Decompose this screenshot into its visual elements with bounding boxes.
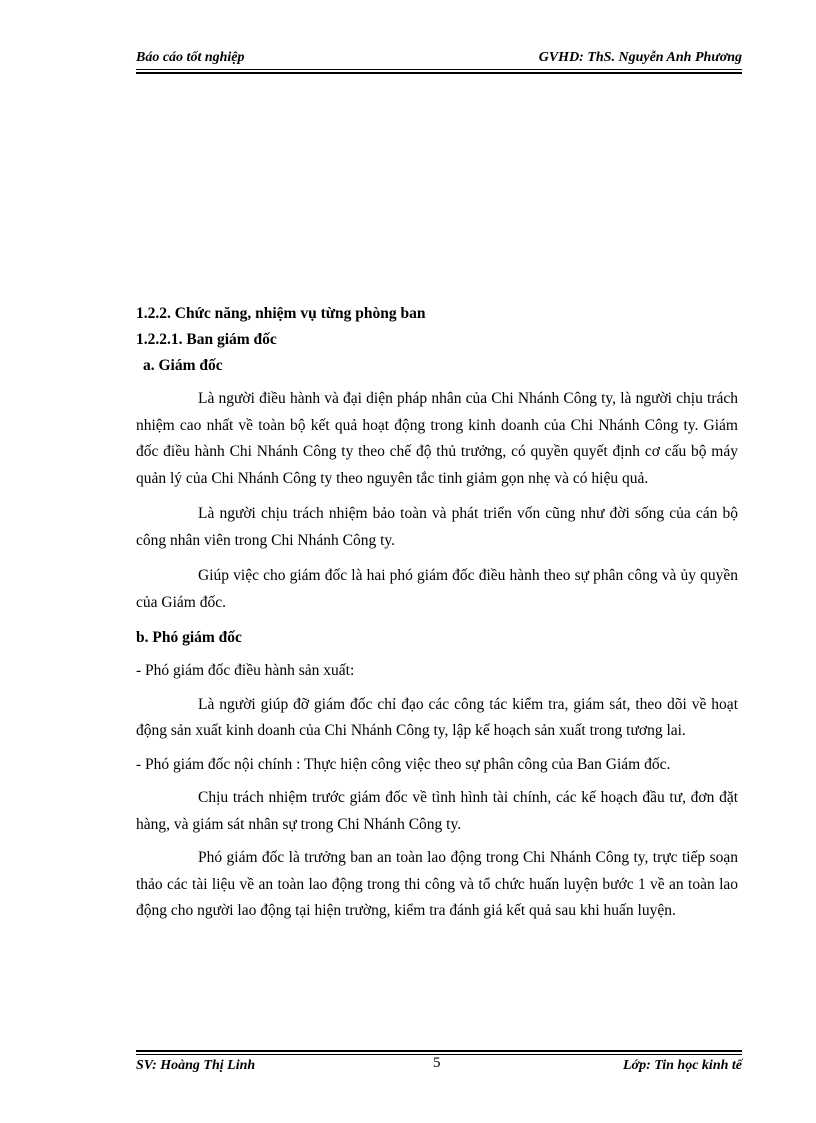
paragraph-1: Là người điều hành và đại diện pháp nhân của Chi Nhánh Công ty, là người chịu trách nhiệm cao nhất về toàn bộ kết quả hoạt động trong kinh doanh của Chi Nhánh Công ty. Giám đốc điều hành Chi Nhánh Công ty theo chế độ thủ trưởng, có quyền quyết định cơ cấu bộ máy quản lý của Chi Nhánh Công ty theo nguyên tắc tinh giảm gọn nhẹ và có hiệu quả. — [136, 390, 738, 487]
paragraph-2: Là người chịu trách nhiệm bảo toàn và phát triển vốn cũng như đời sống của cán bộ công nhân viên trong Chi Nhánh Công ty. — [136, 505, 738, 549]
heading-pho-giam-doc: b. Phó giám đốc — [136, 629, 242, 646]
footer-student: SV: Hoàng Thị Linh — [136, 1058, 256, 1073]
footer-class: Lớp: Tin học kinh tế — [623, 1058, 742, 1073]
page-header — [136, 50, 742, 70]
header-report-title: Báo cáo tốt nghiệp — [136, 50, 245, 65]
header-rule-thin — [136, 69, 742, 70]
paragraph-3: Giúp việc cho giám đốc là hai phó giám đốc điều hành theo sự phân công và ủy quyền của Giám đốc. — [136, 567, 738, 611]
page-number: 5 — [433, 1055, 441, 1071]
paragraph-6: - Phó giám đốc nội chính : Thực hiện công việc theo sự phân công của Ban Giám đốc. — [136, 755, 671, 773]
paragraph-5: Là người giúp đỡ giám đốc chỉ đạo các công tác kiểm tra, giám sát, theo dõi về hoạt động sản xuất kinh doanh của Chi Nhánh Công ty, lập kế hoạch sản xuất trong tương lai. — [136, 695, 738, 739]
header-rule-thick — [136, 72, 742, 74]
paragraph-8: Phó giám đốc là trưởng ban an toàn lao động trong Chi Nhánh Công ty, trực tiếp soạn thảo các tài liệu về an toàn lao động trong thi công và tổ chức huấn luyện bước 1 về an toàn lao động cho người lao động tại hiện trường, kiểm tra đánh giá kết quả sau khi huấn luyện. — [136, 849, 738, 919]
heading-giam-doc: a. Giám đốc — [143, 357, 223, 374]
paragraph-7: Chịu trách nhiệm trước giám đốc về tình hình tài chính, các kế hoạch đầu tư, đơn đặt hàng, và giám sát nhân sự trong Chi Nhánh Công ty. — [136, 789, 738, 833]
header-supervisor: GVHD: ThS. Nguyễn Anh Phương — [538, 50, 742, 65]
section-heading: 1.2.2. Chức năng, nhiệm vụ từng phòng ban — [136, 305, 426, 322]
page-footer — [136, 1057, 742, 1077]
paragraph-4: - Phó giám đốc điều hành sản xuất: — [136, 662, 355, 679]
subsection-heading: 1.2.2.1. Ban giám đốc — [136, 331, 277, 348]
page-body — [136, 301, 738, 925]
footer-rule-thick — [136, 1050, 742, 1052]
